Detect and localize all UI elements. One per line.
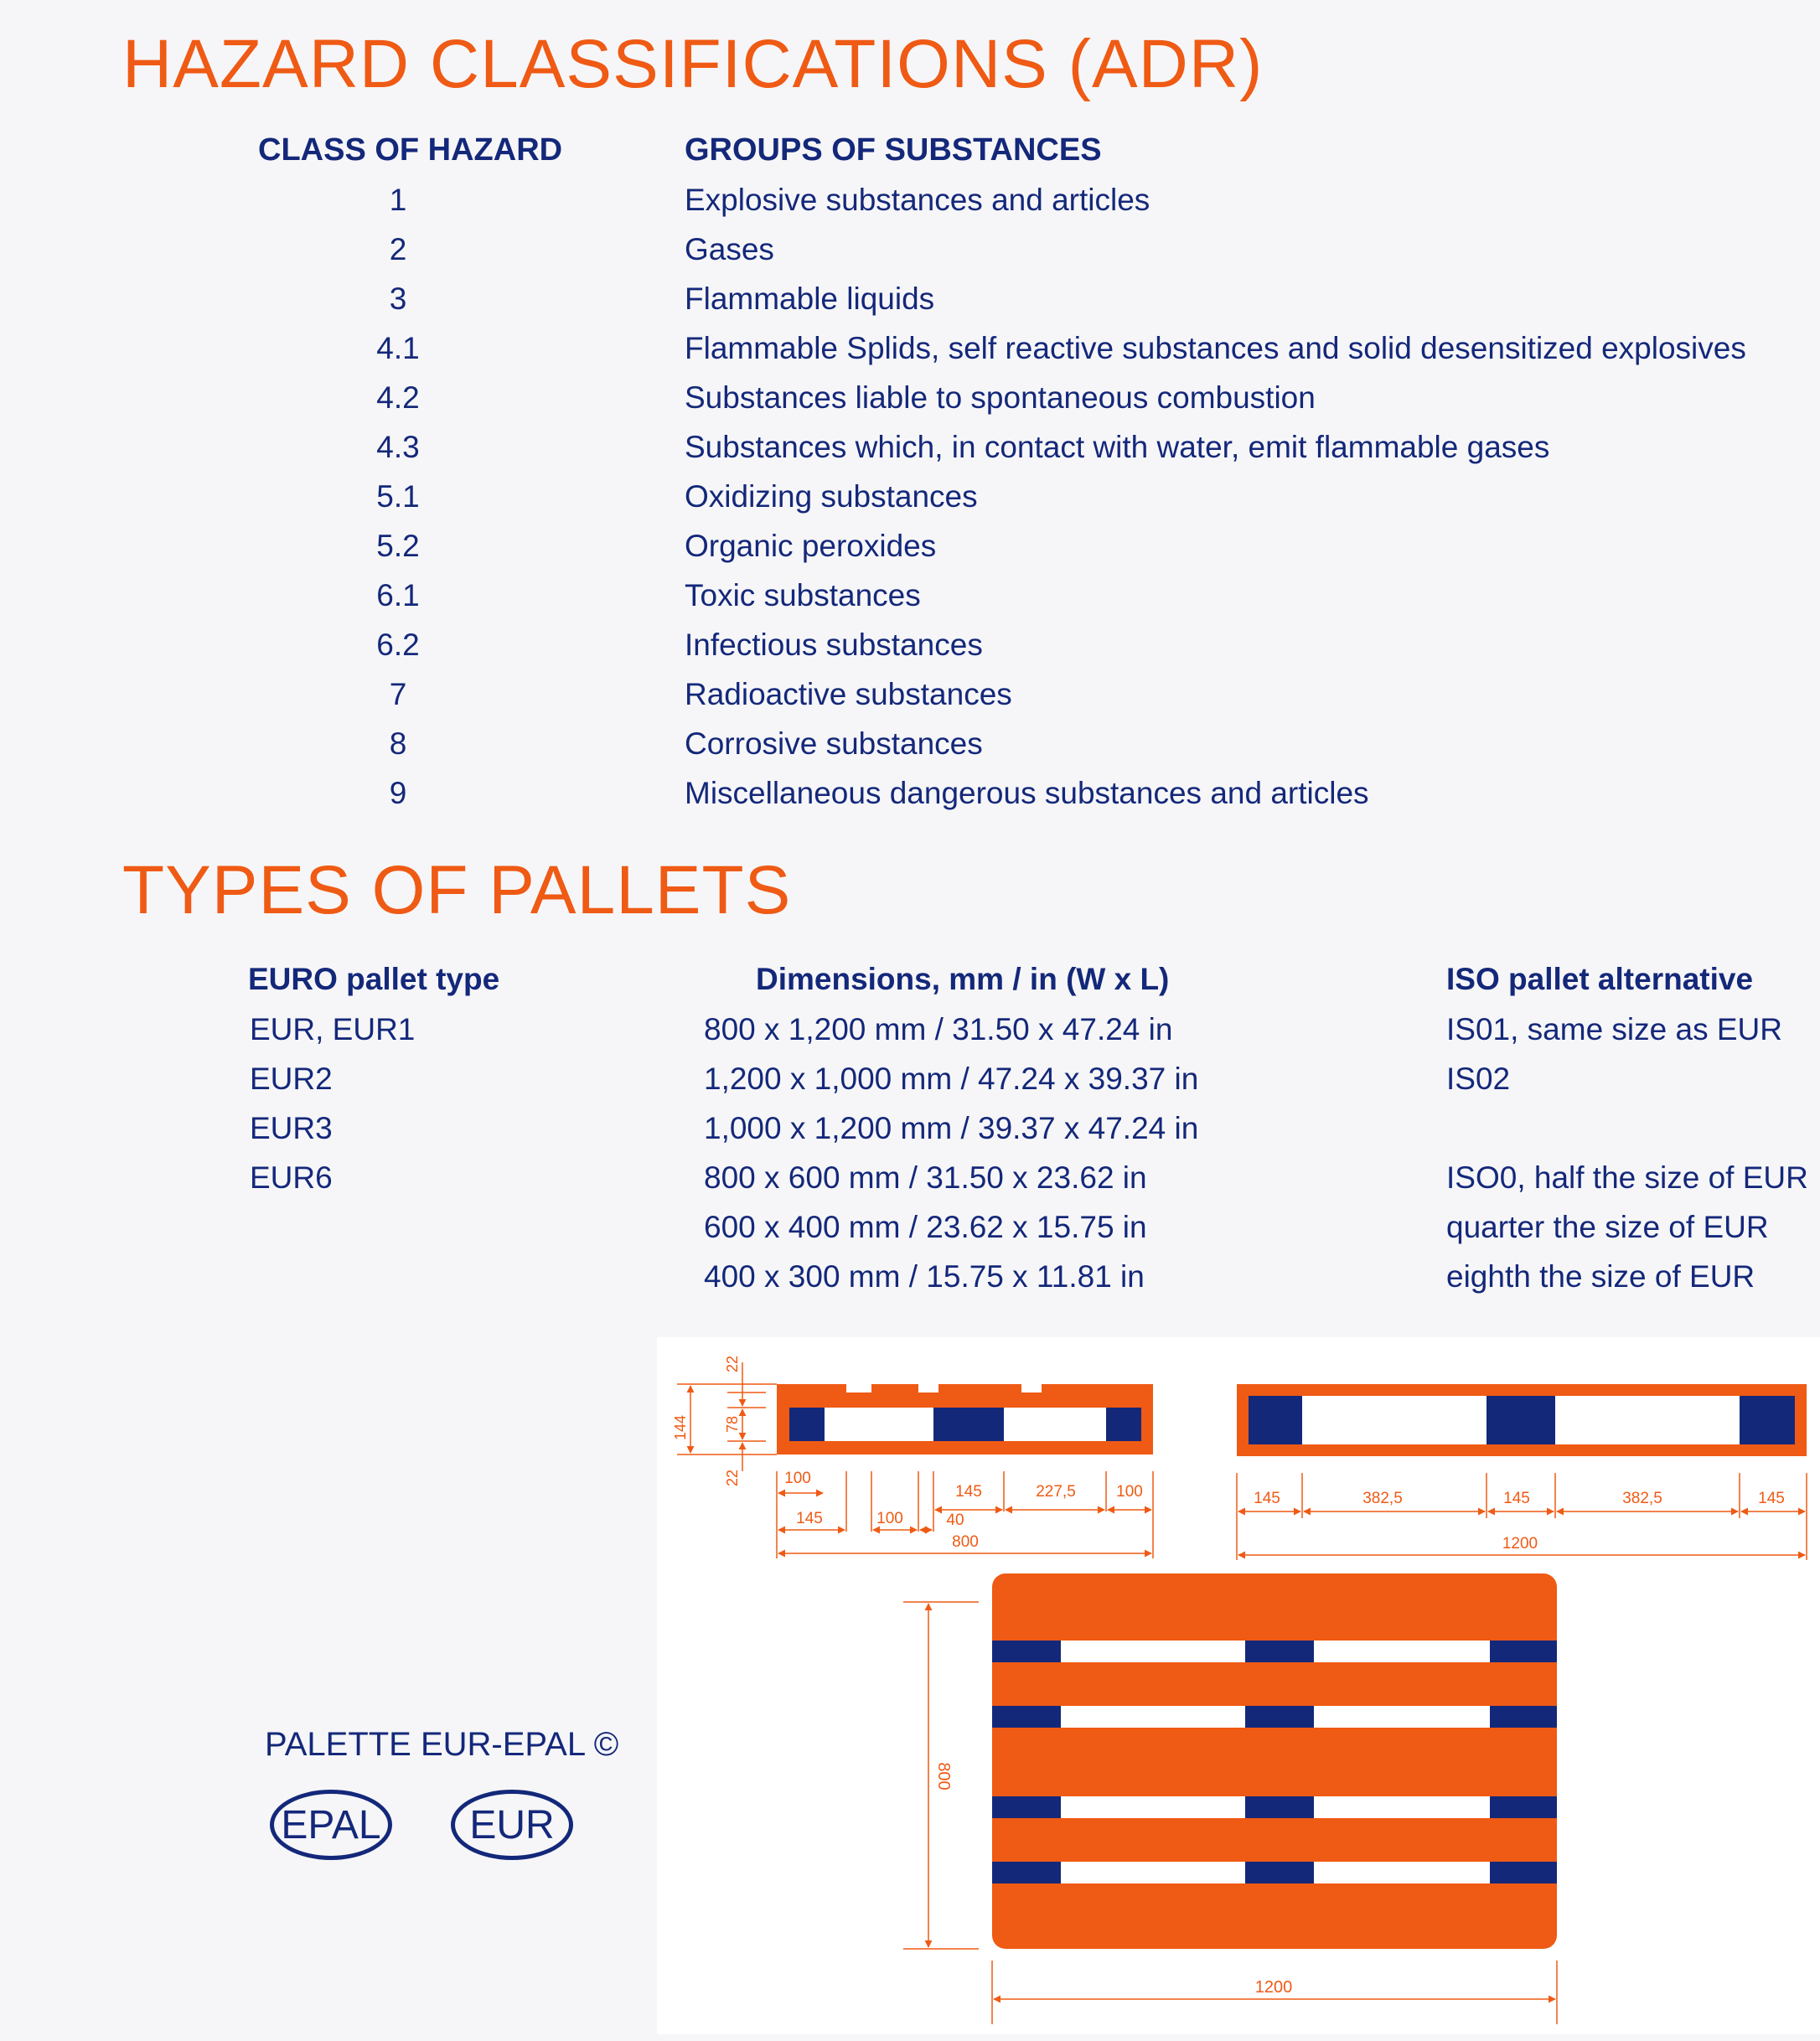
hazard-col-groups-header: GROUPS OF SUBSTANCES bbox=[685, 132, 1102, 168]
dim-row2-b: 100 bbox=[876, 1510, 903, 1527]
hazard-group-cell: Oxidizing substances bbox=[685, 479, 978, 514]
hazard-group-cell: Flammable Splids, self reactive substances and solid desensitized explosives bbox=[685, 331, 1746, 365]
dim-row1-c: 227,5 bbox=[1036, 1483, 1076, 1501]
dim-top-width: 1200 bbox=[1254, 1978, 1293, 1997]
pallet-iso-cell: IS02 bbox=[1446, 1062, 1511, 1096]
pallets-col-iso-header: ISO pallet alternative bbox=[1446, 962, 1754, 996]
short-side-view bbox=[672, 1356, 1153, 1558]
hazard-class-cell: 4.3 bbox=[376, 430, 420, 464]
long-side-view bbox=[1237, 1384, 1807, 1560]
dim-long-seg-5: 145 bbox=[1758, 1490, 1785, 1507]
pallet-type-cell: EUR2 bbox=[250, 1062, 333, 1096]
pallet-dims-cell: 1,000 x 1,200 mm / 39.37 x 47.24 in bbox=[704, 1111, 1199, 1145]
hazard-class-cell: 4.2 bbox=[376, 380, 420, 415]
dim-height-total: 144 bbox=[672, 1414, 689, 1441]
long-side-block bbox=[1740, 1396, 1795, 1444]
hazard-group-cell: Infectious substances bbox=[685, 628, 983, 662]
hazard-class-cell: 8 bbox=[389, 726, 407, 761]
pallet-dims-cell: 800 x 600 mm / 31.50 x 23.62 in bbox=[704, 1160, 1147, 1195]
pallet-iso-cell: IS01, same size as EUR bbox=[1446, 1012, 1782, 1046]
hazard-class-cell: 5.1 bbox=[376, 479, 420, 514]
hazard-group-cell: Flammable liquids bbox=[685, 282, 935, 316]
hazard-class-cell: 2 bbox=[389, 232, 407, 266]
dim-long-seg-3: 145 bbox=[1503, 1490, 1530, 1507]
dim-row1-b: 145 bbox=[955, 1483, 982, 1501]
dim-short-total: 800 bbox=[952, 1533, 979, 1551]
long-side-block bbox=[1487, 1396, 1555, 1444]
brand-title: PALETTE EUR-EPAL © bbox=[265, 1726, 619, 1763]
dim-row1-a: 100 bbox=[784, 1470, 811, 1487]
hazard-group-cell: Organic peroxides bbox=[685, 529, 937, 563]
hazard-group-cell: Corrosive substances bbox=[685, 726, 983, 761]
pallet-dims-cell: 600 x 400 mm / 23.62 x 15.75 in bbox=[704, 1210, 1147, 1244]
pallet-dims-cell: 800 x 1,200 mm / 31.50 x 47.24 in bbox=[704, 1012, 1173, 1046]
pallet-type-cell: EUR, EUR1 bbox=[250, 1012, 416, 1046]
pallet-diagram bbox=[657, 1337, 1820, 2034]
pallet-type-cell: EUR6 bbox=[250, 1160, 333, 1195]
hazard-class-cell: 5.2 bbox=[376, 529, 420, 563]
hazard-class-cell: 7 bbox=[389, 677, 407, 711]
pallets-col-dims-header: Dimensions, mm / in (W x L) bbox=[756, 962, 1170, 996]
dim-block-height: 78 bbox=[724, 1415, 741, 1434]
hazard-class-cell: 6.1 bbox=[376, 578, 420, 612]
dim-row1-d: 100 bbox=[1116, 1483, 1143, 1501]
pallet-iso-cell: ISO0, half the size of EUR bbox=[1446, 1160, 1808, 1195]
hazard-col-class-header: CLASS OF HAZARD bbox=[258, 132, 563, 168]
long-side-block bbox=[1249, 1396, 1302, 1444]
top-view-body bbox=[992, 1573, 1557, 1949]
short-side-block bbox=[933, 1408, 1004, 1441]
hazard-group-cell: Radioactive substances bbox=[685, 677, 1012, 711]
short-side-block bbox=[1106, 1408, 1141, 1441]
hazard-group-cell: Gases bbox=[685, 232, 774, 266]
eur-logo bbox=[451, 1790, 573, 1860]
pallet-diagram-panel bbox=[657, 1337, 1820, 2034]
pallet-type-cell: EUR3 bbox=[250, 1111, 333, 1145]
dim-top-depth: 800 bbox=[934, 1762, 953, 1790]
hazard-group-cell: Toxic substances bbox=[685, 578, 921, 612]
hazard-class-cell: 1 bbox=[389, 183, 407, 217]
short-side-block bbox=[789, 1408, 825, 1441]
dim-row2-a: 145 bbox=[796, 1510, 823, 1527]
hazard-class-cell: 3 bbox=[389, 282, 407, 316]
dim-long-total: 1200 bbox=[1502, 1535, 1538, 1553]
hazard-class-cell: 9 bbox=[389, 776, 407, 810]
dim-long-seg-1: 145 bbox=[1254, 1490, 1280, 1507]
hazard-title: HAZARD CLASSIFICATIONS (ADR) bbox=[122, 26, 1264, 102]
pallet-iso-cell: eighth the size of EUR bbox=[1446, 1259, 1755, 1294]
dim-bottom-board: 22 bbox=[724, 1469, 741, 1487]
top-view bbox=[903, 1573, 1557, 2024]
hazard-group-cell: Explosive substances and articles bbox=[685, 183, 1150, 217]
dim-row2-c: 40 bbox=[946, 1511, 964, 1529]
dim-long-seg-2: 382,5 bbox=[1362, 1490, 1403, 1507]
hazard-group-cell: Miscellaneous dangerous substances and articles bbox=[685, 776, 1369, 810]
dim-long-seg-4: 382,5 bbox=[1622, 1490, 1662, 1507]
hazard-class-cell: 6.2 bbox=[376, 628, 420, 662]
eur-logo-text: EUR bbox=[469, 1802, 555, 1847]
pallet-dims-cell: 400 x 300 mm / 15.75 x 11.81 in bbox=[704, 1259, 1145, 1294]
pallets-col-type-header: EURO pallet type bbox=[248, 962, 500, 996]
hazard-group-cell: Substances which, in contact with water, emit flammable gases bbox=[685, 430, 1550, 464]
epal-logo-text: EPAL bbox=[281, 1802, 381, 1847]
pallet-dims-cell: 1,200 x 1,000 mm / 47.24 x 39.37 in bbox=[704, 1062, 1199, 1096]
pallets-title: TYPES OF PALLETS bbox=[122, 852, 792, 928]
hazard-group-cell: Substances liable to spontaneous combustion bbox=[685, 380, 1316, 415]
pallet-iso-cell: quarter the size of EUR bbox=[1446, 1210, 1769, 1244]
epal-logo bbox=[270, 1790, 392, 1860]
hazard-class-cell: 4.1 bbox=[376, 331, 420, 365]
dim-top-board: 22 bbox=[724, 1355, 741, 1373]
